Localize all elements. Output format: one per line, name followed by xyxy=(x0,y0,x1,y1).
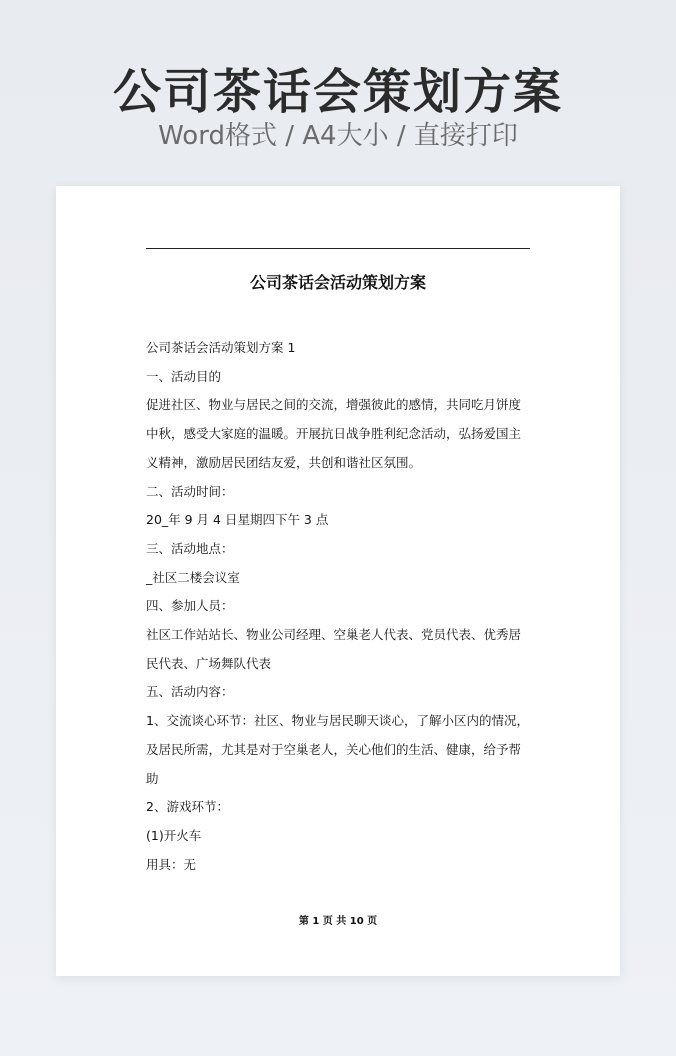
page-footer: 第 1 页 共 10 页 xyxy=(298,916,378,927)
paragraph: (1)开火车 xyxy=(146,827,202,843)
banner-title: 公司茶话会策划方案 xyxy=(112,64,563,120)
paragraph: 三、活动地点： xyxy=(146,540,234,556)
paragraph: 五、活动内容： xyxy=(146,684,234,700)
paragraph: 及居民所需，尤其是对于空巢老人，关心他们的生活、健康，给予帮 xyxy=(146,741,522,757)
paragraph: 一、活动目的 xyxy=(146,368,222,384)
paragraph: 用具：无 xyxy=(146,856,197,872)
banner-subtitle: Word格式 / A4大小 / 直接打印 xyxy=(158,121,518,151)
paragraph: 中秋，感受大家庭的温暖。开展抗日战争胜利纪念活动，弘扬爱国主 xyxy=(146,426,522,442)
paragraph: 促进社区、物业与居民之间的交流，增强彼此的感情，共同吃月饼度 xyxy=(146,397,522,413)
document-body xyxy=(146,334,536,879)
paragraph: 民代表、广场舞队代表 xyxy=(146,655,272,671)
paragraph: _社区二楼会议室 xyxy=(146,569,240,585)
document-page xyxy=(56,186,620,976)
paragraph: 公司茶话会活动策划方案 1 xyxy=(146,340,296,355)
header-rule xyxy=(146,248,530,249)
paragraph: 四、参加人员： xyxy=(146,598,234,614)
document-title: 公司茶话会活动策划方案 xyxy=(249,273,426,292)
paragraph: 社区工作站站长、物业公司经理、空巢老人代表、党员代表、优秀居 xyxy=(146,627,522,643)
paragraph: 1、交流谈心环节：社区、物业与居民聊天谈心，了解小区内的情况， xyxy=(146,713,529,729)
paragraph: 义精神，激励居民团结友爱，共创和谐社区氛围。 xyxy=(146,454,422,470)
paragraph: 20_年 9 月 4 日星期四下午 3 点 xyxy=(146,512,329,528)
paragraph: 二、活动时间： xyxy=(146,483,234,499)
paragraph: 2、游戏环节： xyxy=(146,799,229,815)
paragraph: 助 xyxy=(146,770,159,786)
